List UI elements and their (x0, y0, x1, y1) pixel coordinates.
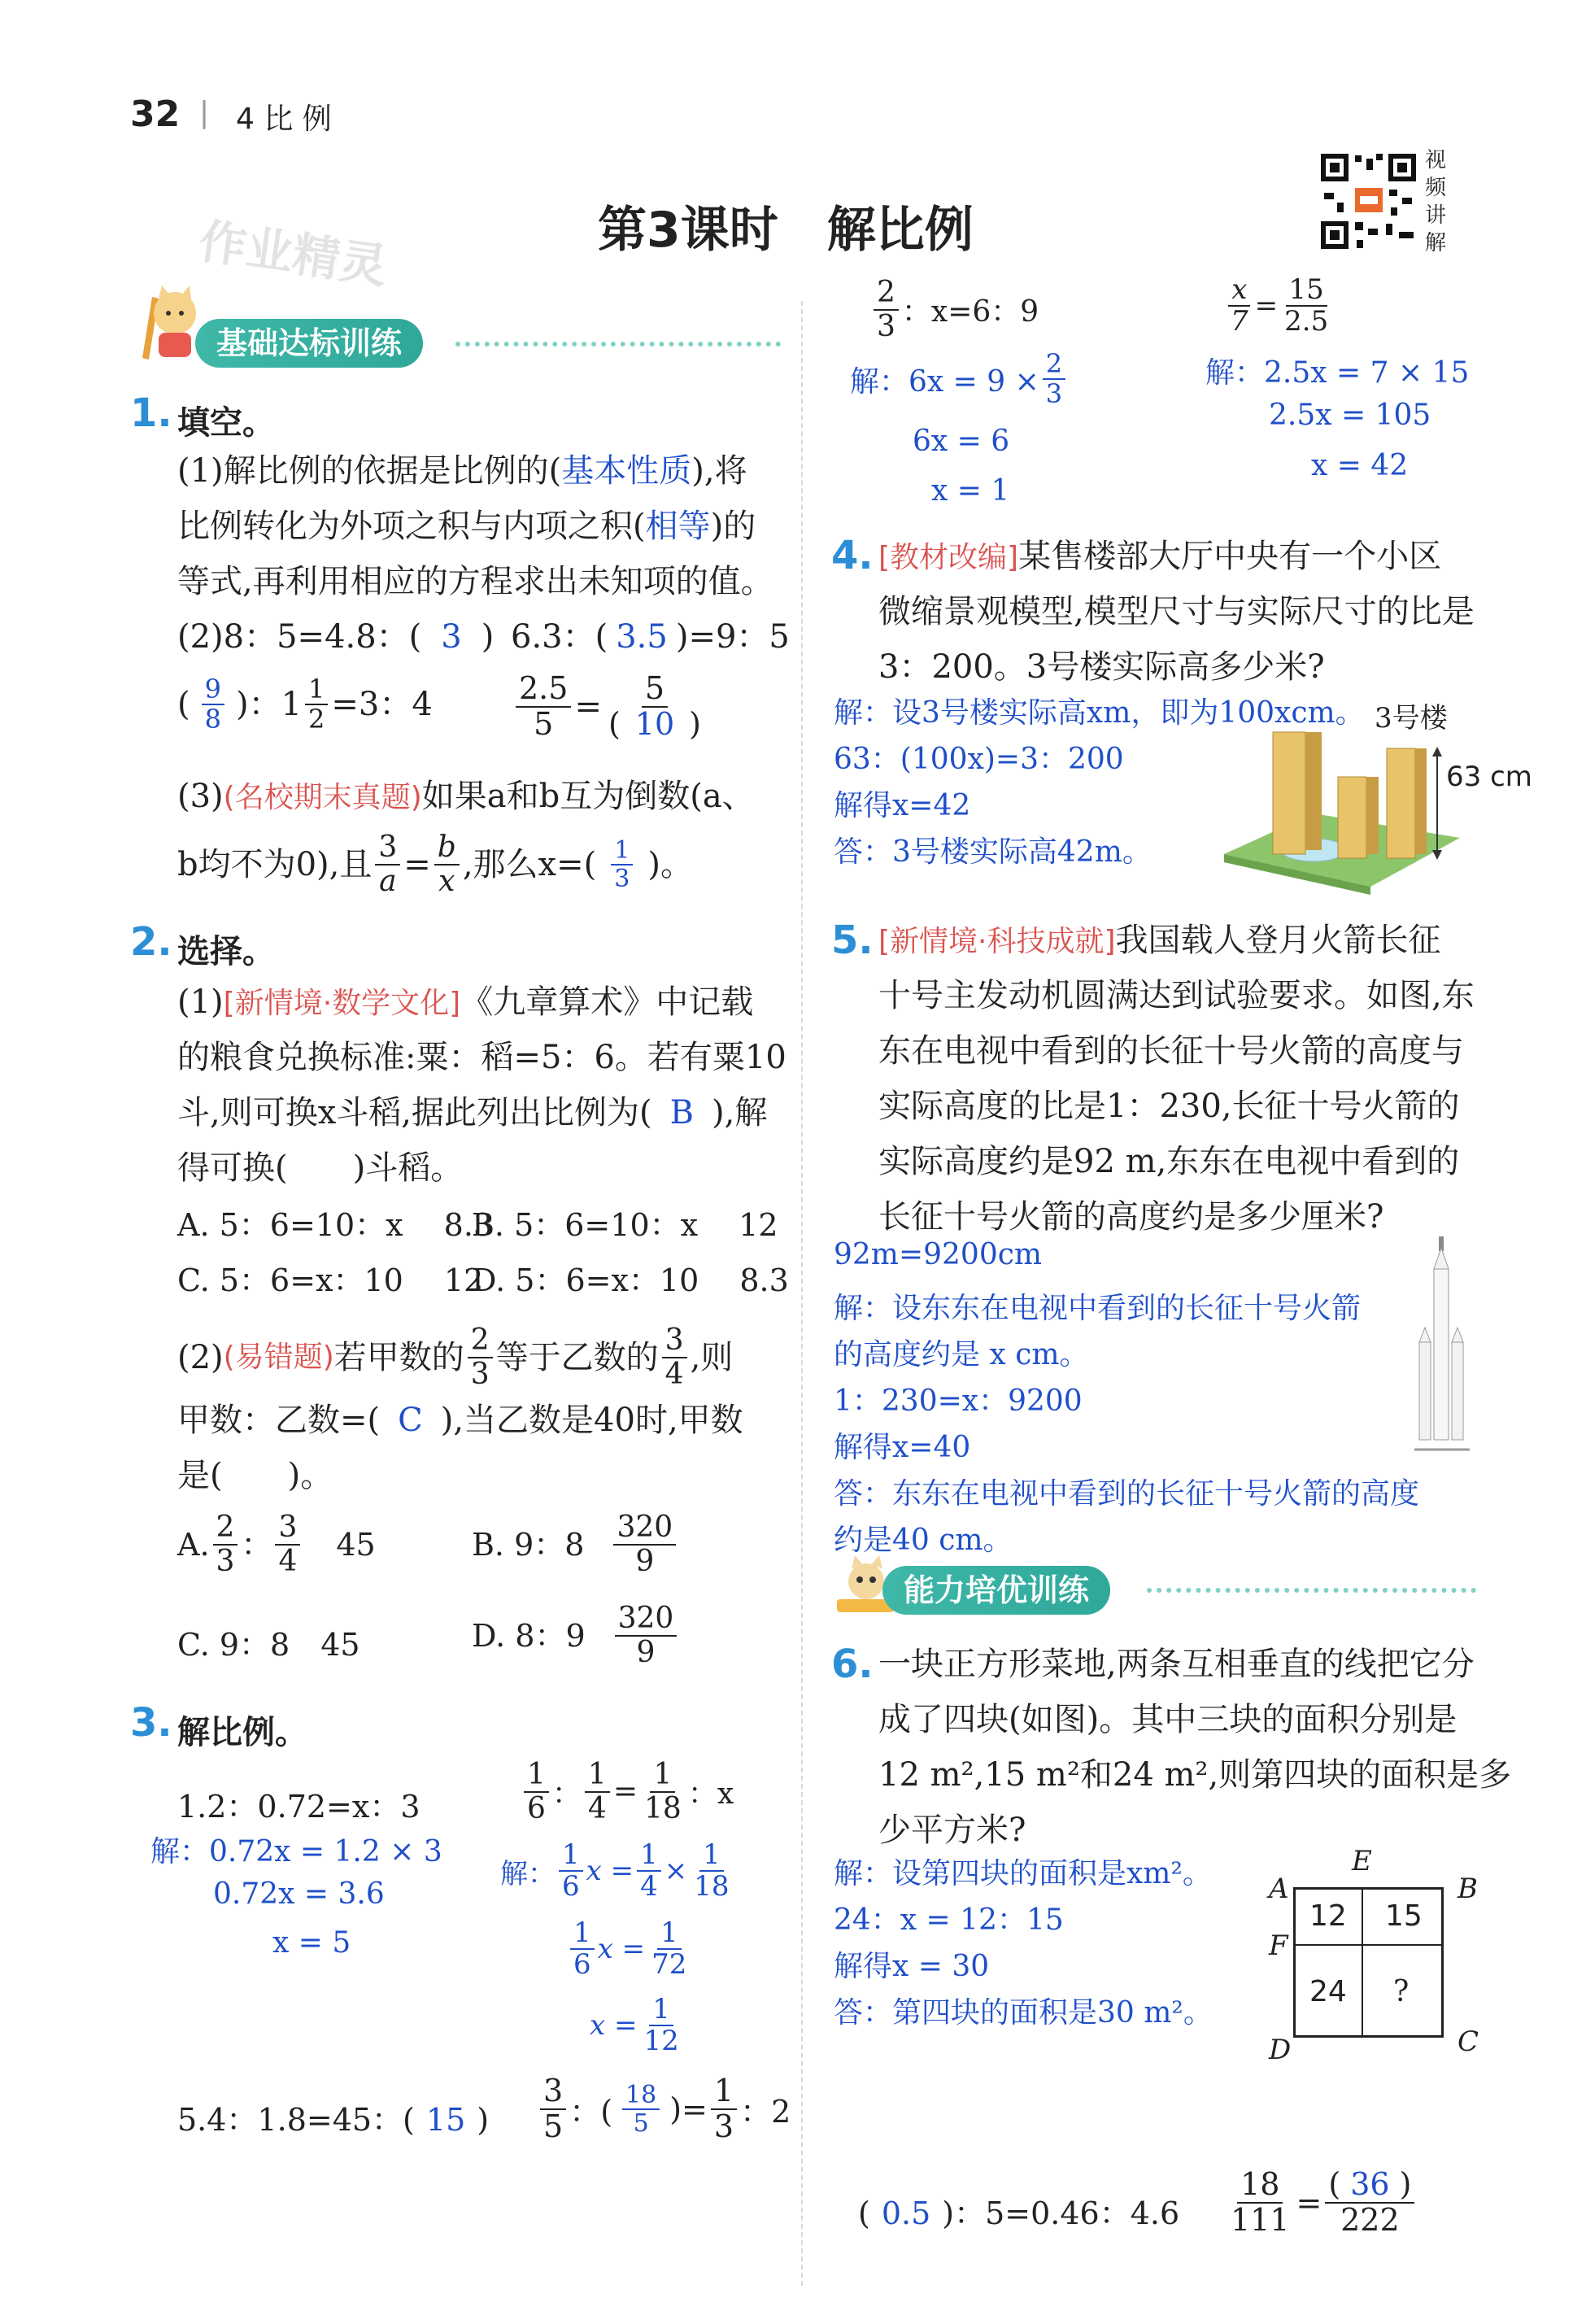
fraction (1281, 275, 1331, 338)
denominator: 4 (278, 1544, 298, 1578)
text: 甲数：乙数=( (177, 1402, 381, 1439)
q5-line5: 实际高度约是92 m,东东在电视中看到的 (878, 1143, 1460, 1180)
fraction (516, 672, 571, 742)
q2-p2-line1 (177, 1324, 733, 1390)
text: ( (1328, 2166, 1341, 2202)
q3-e2-step1 (500, 1840, 736, 1903)
numerator: 1 (570, 1918, 595, 1950)
fraction (648, 1918, 690, 1981)
text: 某售楼部大厅中央有一个小区 (1018, 538, 1442, 575)
text: ),解 (712, 1094, 768, 1131)
q3-e4-step2: 6x = 6 (913, 425, 1010, 458)
watermark: 作业精灵 (195, 213, 390, 294)
q1-p2-b (511, 609, 790, 665)
fraction (1227, 275, 1252, 338)
text: 斗,则可换x斗稻,据此列出比例为( (177, 1094, 652, 1131)
fraction (637, 1840, 661, 1903)
text: )=9：5 (675, 618, 790, 656)
text: = (612, 1775, 638, 1809)
answer: 3 (441, 618, 462, 656)
q6-number: 6. (831, 1642, 874, 1687)
text: ： (241, 1526, 272, 1563)
text: (2)8：5=4.8：( (177, 618, 422, 656)
text: ) (689, 705, 701, 742)
fraction (691, 1840, 732, 1903)
numerator: 3 (540, 2074, 566, 2110)
text: ) (477, 2102, 490, 2138)
denominator: 3 (1045, 378, 1063, 410)
page-title: 第3课时 解比例 (598, 202, 974, 259)
q5-line4: 实际高度的比是1：230,长征十号火箭的 (878, 1088, 1460, 1125)
q6-answer-line4: 答：第四块的面积是30 m²。 (834, 1996, 1213, 2030)
text: x = (597, 1933, 646, 1966)
numerator: 1 (699, 1840, 724, 1872)
answer-fraction (611, 837, 633, 892)
text: ( (177, 686, 190, 724)
denominator: 4 (640, 1870, 658, 1903)
text: )：1 (235, 686, 303, 724)
text: 5.4：1.8=45：( (177, 2102, 415, 2138)
header-separator: | (199, 96, 210, 129)
q1-number: 1. (130, 390, 172, 436)
numerator: 3 (375, 831, 400, 866)
numerator: 18 (1237, 2168, 1283, 2204)
corner-label: E (1352, 1845, 1372, 1877)
denominator: x (438, 864, 455, 898)
numerator: b (434, 831, 460, 866)
page-number: 32 (130, 94, 181, 135)
qr-code[interactable] (1318, 150, 1419, 252)
q3-e3-b (537, 2074, 791, 2144)
answer: 0.5 (881, 2195, 931, 2231)
q1-p3-line2 (177, 831, 693, 897)
fraction (711, 2074, 737, 2144)
section-divider (1147, 1588, 1476, 1593)
text: = (1254, 290, 1279, 323)
numerator: 320 (615, 1602, 678, 1637)
q3-e1-problem: 1.2：0.72=x：3 (177, 1789, 420, 1825)
q5-answer-line3: 的高度约是 x cm。 (834, 1338, 1089, 1371)
chapter-title: 4 比 例 (236, 102, 332, 136)
q3-e6-b (1224, 2168, 1418, 2238)
numerator: 3 (275, 1511, 300, 1546)
answer: 相等 (645, 508, 711, 545)
fraction (559, 1840, 583, 1903)
denominator: 222 (1340, 2201, 1400, 2238)
q1-p3-line1: (3)(名校期末真题)如果a和b互为倒数(a、 (177, 778, 755, 815)
q2-p1-option-a[interactable]: A. 5：6=10：x 8.3 (177, 1207, 494, 1243)
q4-line3: 3：200。3号楼实际高多少米? (878, 648, 1325, 686)
numerator: x (1228, 275, 1250, 307)
denominator: 111 (1231, 2201, 1290, 2238)
answer: 3.5 (616, 618, 668, 656)
section-banner-advanced: 能力培优训练 (882, 1566, 1110, 1615)
q6-line3: 12 m²,15 m²和24 m²,则第四块的面积是多 (878, 1756, 1512, 1794)
q2-p2-option-c[interactable]: C. 9：8 45 (177, 1627, 360, 1663)
text: B. 9：8 (472, 1526, 585, 1563)
numerator: 1 (657, 1918, 682, 1950)
numerator: 2.5 (516, 672, 571, 708)
text: ： (551, 1777, 582, 1812)
answer: 15 (425, 2102, 466, 2138)
q2-p2-option-b[interactable] (472, 1511, 679, 1577)
rocket-figure (1411, 1236, 1472, 1456)
q6-answer-line1: 解：设第四块的面积是xm²。 (834, 1857, 1212, 1890)
fraction (540, 2074, 566, 2144)
q3-e4-step3: x = 1 (931, 474, 1010, 508)
text: ,那么x=( (462, 845, 597, 883)
text: )。 (647, 845, 693, 883)
q3-e1-step3: x = 5 (272, 1926, 351, 1960)
denominator: 9 (636, 1635, 656, 1669)
denominator: 72 (651, 1948, 687, 1982)
text: 解：6x = 9 × (850, 364, 1039, 399)
text: ：2 (740, 2094, 791, 2130)
denominator: 3 (614, 864, 630, 893)
tag: (名校期末真题) (223, 781, 422, 814)
denominator: 5 (534, 705, 554, 742)
fraction (585, 1759, 610, 1825)
numerator: 1 (524, 1759, 549, 1793)
q3-e3-a (177, 2095, 489, 2139)
numerator: 1 (650, 1759, 675, 1793)
numerator: 1 (649, 1995, 673, 2026)
numerator: 1 (559, 1840, 583, 1872)
q2-title: 选择。 (177, 933, 275, 970)
q3-e2-step3 (590, 1995, 686, 2057)
building-label: 3号楼 (1375, 702, 1448, 735)
q2-p1-option-b[interactable]: B. 5：6=10：x 12 (472, 1207, 778, 1243)
denominator: 2 (308, 704, 325, 735)
q3-e6-a (858, 2188, 1179, 2233)
q5-answer-line1: 92m=9200cm (834, 1238, 1043, 1271)
q5-number: 5. (831, 918, 874, 963)
q6-line4: 少平方米? (878, 1812, 1026, 1849)
q2-p1-line3 (177, 1085, 767, 1140)
q3-number: 3. (130, 1700, 172, 1746)
numerator: 2 (213, 1511, 238, 1546)
answer: C (398, 1402, 423, 1439)
numerator: 2 (468, 1324, 493, 1358)
fraction (213, 1511, 238, 1577)
fraction (524, 1759, 549, 1825)
q6-line1: 一块正方形菜地,两条互相垂直的线把它分 (878, 1646, 1475, 1683)
corner-label: D (1269, 2034, 1292, 2066)
tag: (易错题) (223, 1340, 334, 1374)
denominator: 9 (635, 1544, 655, 1578)
text: × (664, 1855, 688, 1888)
denominator: 7 (1231, 305, 1248, 338)
denominator: 18 (694, 1870, 730, 1903)
fraction (375, 831, 400, 897)
answer: 10 (634, 705, 675, 742)
fraction (874, 277, 899, 342)
section-banner-basic: 基础达标训练 (195, 319, 423, 368)
numerator: 1 (305, 675, 328, 705)
q3-title: 解比例。 (177, 1714, 307, 1751)
q3-e5-step3: x = 42 (1311, 449, 1409, 482)
qr-caption-char: 视 (1425, 148, 1447, 172)
text: = (1296, 2184, 1322, 2221)
q5-line3: 东在电视中看到的长征十号火箭的高度与 (878, 1032, 1464, 1070)
text: )= (669, 2091, 708, 2127)
q3-e4-step1 (850, 350, 1069, 408)
column-divider (801, 301, 803, 2286)
numerator: 9 (202, 675, 224, 705)
fraction (662, 1324, 687, 1390)
fraction (613, 1511, 676, 1577)
numerator: 3 (662, 1324, 687, 1358)
denominator: 5 (633, 2108, 649, 2138)
text: )的 (710, 508, 756, 545)
fraction (615, 1602, 678, 1668)
q3-e5-step1: 解：2.5x = 7 × 15 (1205, 356, 1470, 390)
q2-p2-line3: 是( )。 (177, 1457, 333, 1494)
tag: [新情境·数学文化] (223, 987, 461, 1020)
denominator: 6 (562, 1870, 580, 1903)
numerator: 1 (637, 1840, 661, 1872)
numerator: 1 (611, 837, 633, 866)
text: 等于乙数的 (495, 1338, 659, 1376)
q1-p2-c (177, 675, 433, 734)
denominator: 8 (204, 704, 221, 735)
q5-answer-line7: 约是40 cm。 (834, 1524, 1013, 1557)
qr-caption (1425, 146, 1449, 257)
q3-e1-step2: 0.72x = 3.6 (213, 1877, 385, 1911)
text: ) (481, 618, 495, 656)
section-divider (455, 342, 781, 347)
q4-answer-line3: 解得x=42 (834, 789, 971, 822)
text: 若甲数的 (333, 1338, 464, 1376)
q5-line6: 长征十号火箭的高度约是多少厘米? (878, 1198, 1384, 1236)
q3-e2-problem (521, 1759, 734, 1825)
denominator: a (379, 864, 397, 898)
text: (1)解比例的依据是比例的( (177, 452, 562, 490)
numerator: 5 (642, 672, 668, 708)
q6-answer-line3: 解得x = 30 (834, 1950, 990, 1983)
numerator: 15 (1286, 275, 1327, 307)
q3-e5-step2: 2.5x = 105 (1269, 399, 1431, 432)
text: 比例转化为外项之积与内项之积( (177, 508, 646, 545)
text: ：( (569, 2094, 613, 2130)
q4-answer-line2: 63：(100x)=3：200 (834, 743, 1124, 776)
numerator: 18 (622, 2082, 660, 2110)
q3-e5-problem (1224, 275, 1335, 338)
q5-line2: 十号主发动机圆满达到试验要求。如图,东 (878, 977, 1475, 1014)
text: 我国载人登月火箭长征 (1115, 922, 1441, 959)
denominator: 3 (216, 1544, 235, 1578)
fraction (640, 1995, 682, 2057)
q5-answer-line5: 解得x=40 (834, 1431, 971, 1464)
corner-label: A (1269, 1873, 1289, 1905)
fraction (434, 831, 460, 897)
fraction (1227, 2168, 1293, 2238)
fraction (1043, 350, 1065, 408)
text: 如果a和b互为倒数(a、 (421, 778, 755, 815)
building-model-figure (1216, 700, 1492, 895)
q2-p2-option-a[interactable] (177, 1511, 376, 1577)
q1-p1-line2 (177, 499, 756, 554)
text: x = (586, 1855, 634, 1888)
text: D. 8：9 (472, 1617, 586, 1654)
fraction (1325, 2168, 1414, 2238)
q2-p1-option-d[interactable]: D. 5：6=x：10 8.3 (472, 1262, 789, 1298)
text: ) (1399, 2166, 1412, 2202)
fraction (605, 672, 704, 742)
q2-p1-line2: 的粮食兑换标准:粟：稻=5：6。若有粟10 (177, 1039, 786, 1076)
numerator: 2 (874, 277, 899, 311)
text: )：5=0.46：4.6 (942, 2195, 1180, 2231)
text: ,则 (690, 1338, 734, 1376)
q3-e2-step2 (567, 1918, 693, 1981)
denominator: 18 (644, 1791, 682, 1825)
fraction (570, 1918, 595, 1981)
cell-value: ? (1393, 1975, 1410, 2008)
text: = (403, 845, 431, 883)
q4-line2: 微缩景观模型,模型尺寸与实际尺寸的比是 (878, 593, 1475, 630)
text: 45 (336, 1526, 376, 1563)
building-height-label: 63 cm (1446, 761, 1532, 793)
denominator: 6 (527, 1791, 546, 1825)
answer-fraction (202, 675, 224, 734)
fraction (641, 1759, 685, 1825)
text: 《九章算术》中记载 (460, 983, 754, 1021)
text: ),当乙数是40时,甲数 (440, 1402, 743, 1439)
q3-e4-problem (870, 277, 1039, 342)
q1-p1-line1 (177, 443, 747, 499)
mixed-fraction (305, 675, 328, 734)
qr-caption-char: 解 (1425, 231, 1447, 255)
numerator: 2 (1043, 350, 1065, 380)
qr-caption-char: 讲 (1425, 203, 1447, 228)
q2-p1-line4: 得可换( )斗稻。 (177, 1149, 464, 1187)
q1-p1-line3: 等式,再利用相应的方程求出未知项的值。 (177, 563, 773, 600)
fraction (275, 1511, 300, 1577)
q5-answer-line6: 答：东东在电视中看到的长征十号火箭的高度 (834, 1477, 1420, 1511)
text: = (574, 687, 602, 726)
text: x = (590, 2009, 638, 2043)
q1-title: 填空。 (177, 404, 275, 442)
q2-p2-option-d[interactable] (472, 1602, 680, 1668)
tag: [新情境·科技成就] (878, 925, 1116, 958)
text: ( (608, 705, 621, 742)
denominator: 3 (470, 1357, 490, 1391)
denominator: 4 (664, 1357, 684, 1391)
q2-number: 2. (130, 919, 172, 965)
text: ( (858, 2195, 870, 2231)
text: ：x (687, 1777, 734, 1812)
answer: 36 (1350, 2166, 1390, 2202)
corner-label: C (1457, 2025, 1479, 2058)
denominator: 4 (587, 1791, 607, 1825)
text: A. (177, 1526, 210, 1563)
q6-answer-line2: 24：x = 12：15 (834, 1903, 1064, 1937)
tag: [教材改编] (878, 541, 1019, 574)
fraction (468, 1324, 493, 1390)
text: ：x=6：9 (901, 295, 1039, 329)
denominator: 5 (543, 2108, 564, 2144)
answer: B (669, 1094, 694, 1131)
pencil-cat-icon (134, 281, 203, 362)
text: =3：4 (331, 686, 433, 724)
q5-answer-line4: 1：230=x：9200 (834, 1384, 1083, 1418)
text: 6.3：( (511, 618, 608, 656)
answer-fraction (622, 2082, 660, 2137)
q4-answer-line4: 答：3号楼实际高42m。 (834, 835, 1152, 869)
text: 解： (500, 1857, 556, 1890)
text: (1) (177, 983, 224, 1021)
q4-number: 4. (831, 533, 874, 578)
denominator: 6 (573, 1948, 591, 1982)
text: ),将 (691, 452, 747, 490)
q2-p1-line1 (177, 975, 753, 1031)
q2-p2-line2 (177, 1393, 743, 1448)
corner-label: B (1457, 1873, 1478, 1905)
denominator: 3 (877, 309, 895, 343)
qr-caption-char: 频 (1425, 176, 1447, 200)
q6-line2: 成了四块(如图)。其中三块的面积分别是 (878, 1701, 1457, 1738)
answer: 基本性质 (561, 452, 692, 490)
numerator: 320 (613, 1511, 676, 1546)
cell-value: 12 (1309, 1899, 1347, 1933)
denominator: 2.5 (1284, 305, 1329, 338)
text: b均不为0),且 (177, 845, 373, 883)
q1-p2-a (177, 609, 494, 665)
q5-answer-line2: 解：设东东在电视中看到的长征十号火箭 (834, 1292, 1362, 1325)
text: (2) (177, 1338, 224, 1376)
numerator: 1 (711, 2074, 737, 2110)
cell-value: 15 (1385, 1899, 1423, 1933)
q1-p2-d (512, 672, 708, 742)
cell-value: 24 (1309, 1975, 1347, 2008)
q4-answer-line1: 解：设3号楼实际高xm，即为100xcm。 (834, 696, 1365, 730)
q5-line1 (878, 913, 1441, 970)
q4-line1 (878, 529, 1441, 586)
field-diagram (1281, 1863, 1452, 2058)
numerator: 1 (585, 1759, 610, 1793)
denominator: 12 (643, 2025, 679, 2058)
q3-e1-step1: 解：0.72x = 1.2 × 3 (150, 1835, 442, 1868)
denominator: 3 (713, 2108, 734, 2144)
q2-p1-option-c[interactable]: C. 5：6=x：10 12 (177, 1262, 484, 1298)
corner-label: F (1269, 1929, 1288, 1962)
